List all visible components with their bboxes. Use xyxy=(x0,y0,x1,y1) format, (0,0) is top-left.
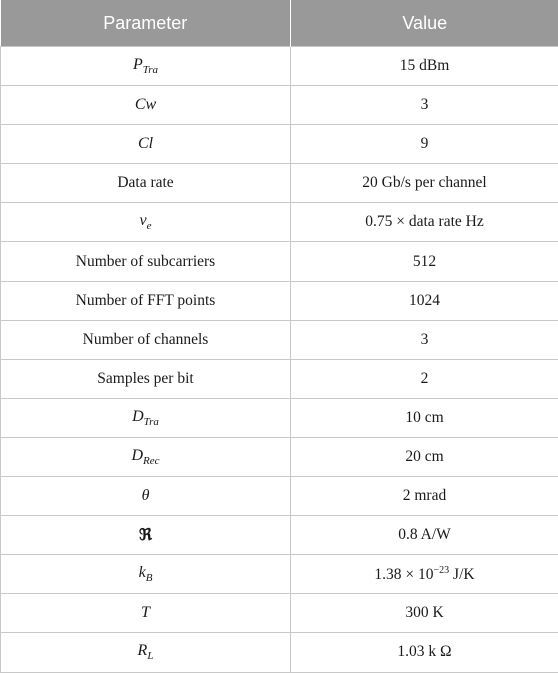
value-text: 3 xyxy=(421,96,429,113)
symbol-base: R xyxy=(138,642,148,659)
value-cell xyxy=(291,477,558,516)
symbol-base: θ xyxy=(142,487,150,504)
value-cell xyxy=(291,555,558,594)
table-row xyxy=(1,242,558,281)
value-cell xyxy=(291,594,558,633)
parameter-cell xyxy=(1,594,291,633)
table-row xyxy=(1,359,558,398)
value-text: 300 K xyxy=(405,604,443,621)
symbol-base: D xyxy=(131,447,143,464)
value-mantissa: 1.38 × 10 xyxy=(374,566,433,583)
parameter-cell xyxy=(1,281,291,320)
value-text: 0.75 × data rate Hz xyxy=(365,213,483,230)
parameter-cell xyxy=(1,633,291,672)
symbol-subscript: e xyxy=(147,221,152,233)
symbol-subscript: Tra xyxy=(143,64,158,76)
table-row xyxy=(1,203,558,242)
value-cell xyxy=(291,516,558,555)
parameter-symbol xyxy=(138,642,154,659)
value-text: 20 Gb/s per channel xyxy=(362,174,486,191)
parameter-cell xyxy=(1,86,291,125)
parameter-cell xyxy=(1,164,291,203)
parameter-cell xyxy=(1,555,291,594)
value-text: 1024 xyxy=(409,292,440,309)
symbol-base: T xyxy=(141,604,150,621)
value-cell xyxy=(291,281,558,320)
header-row xyxy=(1,0,558,47)
parameter-label: Number of FFT points xyxy=(76,292,216,309)
value-text: 0.8 A/W xyxy=(398,526,451,543)
parameter-label: Samples per bit xyxy=(97,370,193,387)
parameter-symbol xyxy=(139,564,153,581)
value-text: 20 cm xyxy=(405,448,443,465)
table-row xyxy=(1,594,558,633)
parameter-label: Number of channels xyxy=(83,331,209,348)
symbol-subscript: B xyxy=(146,572,153,584)
symbol-base: P xyxy=(133,56,143,73)
parameter-cell xyxy=(1,437,291,476)
parameter-label: Data rate xyxy=(117,174,173,191)
parameter-label: Number of subcarriers xyxy=(76,253,215,270)
symbol-subscript: L xyxy=(147,651,153,663)
table-row xyxy=(1,555,558,594)
table-row xyxy=(1,281,558,320)
value-text: 1.03 k Ω xyxy=(397,643,451,660)
value-text: 9 xyxy=(421,135,429,152)
parameter-symbol xyxy=(132,408,159,425)
table-row xyxy=(1,125,558,164)
symbol-base: Cw xyxy=(135,96,156,113)
parameter-cell xyxy=(1,320,291,359)
table-body xyxy=(1,47,558,673)
table-row xyxy=(1,633,558,672)
parameter-symbol xyxy=(133,56,158,73)
value-cell xyxy=(291,203,558,242)
parameter-symbol xyxy=(142,487,150,504)
header-value: Value xyxy=(291,0,558,47)
parameter-symbol xyxy=(135,96,156,113)
symbol-subscript: Rec xyxy=(143,455,159,467)
parameter-symbol: ℜ xyxy=(139,527,152,544)
value-cell xyxy=(291,359,558,398)
value-cell xyxy=(291,320,558,359)
value-text: 512 xyxy=(413,253,436,270)
table-row xyxy=(1,320,558,359)
value-unit: J/K xyxy=(449,566,474,583)
symbol-base: k xyxy=(139,564,146,581)
value-text: 15 dBm xyxy=(400,57,450,74)
value-cell xyxy=(291,242,558,281)
table-row xyxy=(1,86,558,125)
parameter-cell xyxy=(1,398,291,437)
value-text: 10 cm xyxy=(405,409,443,426)
symbol-subscript: Tra xyxy=(144,416,159,428)
value-cell xyxy=(291,398,558,437)
value-cell xyxy=(291,633,558,672)
table-row xyxy=(1,398,558,437)
value-cell xyxy=(291,125,558,164)
symbol-base: ν xyxy=(140,212,147,229)
value-cell xyxy=(291,47,558,86)
parameter-symbol xyxy=(140,212,152,229)
parameter-symbol xyxy=(138,135,153,152)
value-cell xyxy=(291,437,558,476)
symbol-base: D xyxy=(132,408,144,425)
table-row xyxy=(1,164,558,203)
value-text: 3 xyxy=(421,331,429,348)
parameter-symbol xyxy=(131,447,159,464)
value-exponent: −23 xyxy=(434,565,450,576)
symbol-base: Cl xyxy=(138,135,153,152)
parameter-cell xyxy=(1,125,291,164)
header-parameter: Parameter xyxy=(1,0,291,47)
parameter-cell xyxy=(1,203,291,242)
parameter-cell xyxy=(1,477,291,516)
table-row xyxy=(1,516,558,555)
value-text: 2 xyxy=(421,370,429,387)
parameter-cell xyxy=(1,242,291,281)
table-row xyxy=(1,47,558,86)
table-row xyxy=(1,437,558,476)
parameter-cell xyxy=(1,359,291,398)
parameter-cell xyxy=(1,47,291,86)
table-row xyxy=(1,477,558,516)
value-cell xyxy=(291,86,558,125)
parameter-symbol xyxy=(141,604,150,621)
value-text: 2 mrad xyxy=(403,487,446,504)
value-cell xyxy=(291,164,558,203)
parameter-cell xyxy=(1,516,291,555)
